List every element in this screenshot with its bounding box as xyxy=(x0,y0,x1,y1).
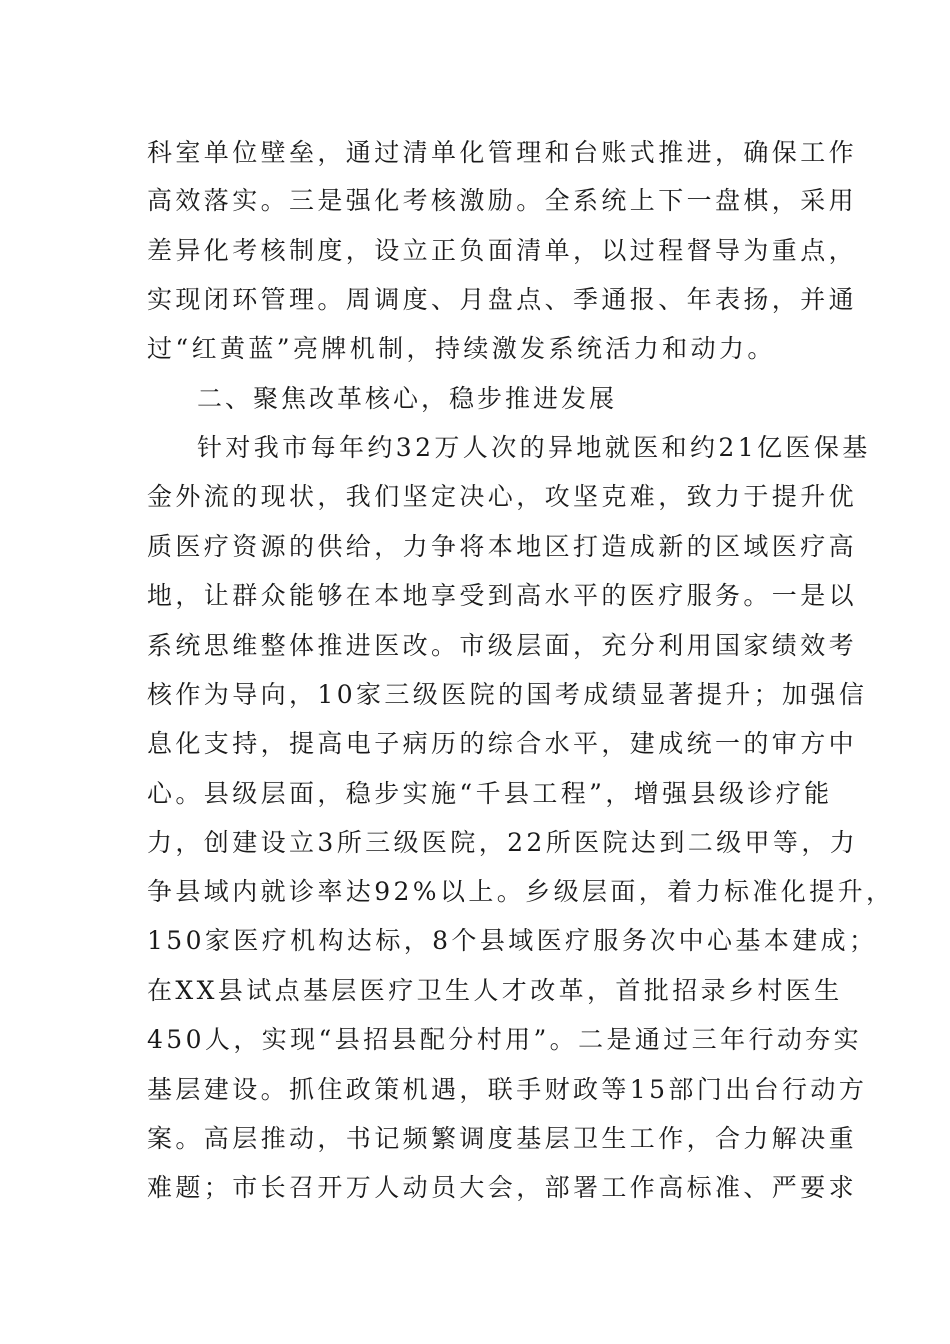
paragraph-line: 基层建设。抓住政策机遇，联手财政等15部门出台行动方 xyxy=(147,1075,868,1104)
paragraph-line: 实现闭环管理。周调度、月盘点、季通报、年表扬，并通 xyxy=(147,285,858,314)
paragraph-line: 争县域内就诊率达92%以上。乡级层面，着力标准化提升， xyxy=(147,877,895,906)
paragraph-line: 差异化考核制度，设立正负面清单，以过程督导为重点， xyxy=(147,236,858,265)
paragraph-line: 150家医疗机构达标，8个县域医疗服务次中心基本建成； xyxy=(147,926,878,955)
paragraph-line: 系统思维整体推进医改。市级层面，充分利用国家绩效考 xyxy=(147,631,858,660)
paragraph-line: 核作为导向，10家三级医院的国考成绩显著提升；加强信 xyxy=(147,680,868,709)
section-heading: 二、聚焦改革核心，稳步推进发展 xyxy=(197,384,618,413)
paragraph-line: 金外流的现状，我们坚定决心，攻坚克难，致力于提升优 xyxy=(147,482,858,511)
paragraph-line: 针对我市每年约32万人次的异地就医和约21亿医保基 xyxy=(197,433,871,462)
paragraph-line: 力，创建设立3所三级医院，22所医院达到二级甲等，力 xyxy=(147,828,859,857)
paragraph-line: 地，让群众能够在本地享受到高水平的医疗服务。一是以 xyxy=(147,581,858,610)
paragraph-line: 难题；市长召开万人动员大会，部署工作高标准、严要求 xyxy=(147,1173,858,1202)
paragraph-line: 质医疗资源的供给，力争将本地区打造成新的区域医疗高 xyxy=(147,532,858,561)
paragraph-line: 案。高层推动，书记频繁调度基层卫生工作，合力解决重 xyxy=(147,1124,858,1153)
paragraph-line: 在XX县试点基层医疗卫生人才改革，首批招录乡村医生 xyxy=(147,976,843,1005)
paragraph-line: 450人，实现“县招县配分村用”。二是通过三年行动夯实 xyxy=(147,1025,863,1054)
paragraph-line: 高效落实。三是强化考核激励。全系统上下一盘棋，采用 xyxy=(147,186,858,215)
paragraph-line: 心。县级层面，稳步实施“千县工程”，增强县级诊疗能 xyxy=(147,779,833,808)
paragraph-line: 科室单位壁垒，通过清单化管理和台账式推进，确保工作 xyxy=(147,138,858,167)
paragraph-line: 过“红黄蓝”亮牌机制，持续激发系统活力和动力。 xyxy=(147,334,776,363)
paragraph-line: 息化支持，提高电子病历的综合水平，建成统一的审方中 xyxy=(147,729,858,758)
